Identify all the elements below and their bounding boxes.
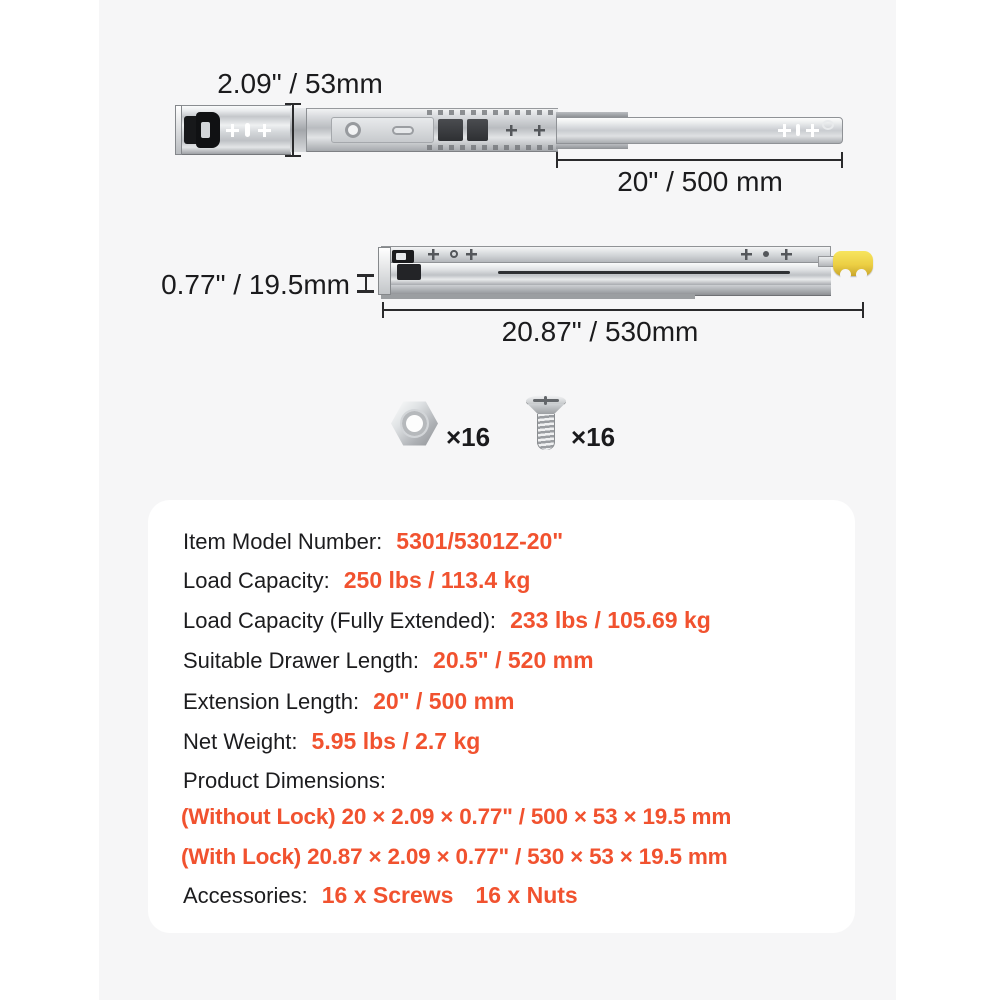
mounting-clip-slot — [201, 122, 210, 138]
spec-row-extension-length — [183, 686, 514, 716]
spec-value: 250 lbs / 113.4 kg — [343, 567, 531, 593]
spec-value: 20" / 500 mm — [373, 688, 515, 714]
closed-slide-end-cap — [378, 247, 391, 295]
hardware-row — [0, 390, 1000, 470]
rail-window-cutout — [467, 119, 488, 141]
spec-row-accessories — [183, 880, 578, 910]
closed-slide-groove — [498, 271, 790, 274]
inner-rail-lower-lip — [556, 144, 628, 149]
extended-slide-figure — [0, 0, 1000, 230]
spec-value: 233 lbs / 105.69 kg — [510, 607, 711, 633]
spec-value: 16 x Screws — [321, 882, 454, 908]
slot-hole-mark — [796, 124, 800, 136]
plate-round-hole — [345, 122, 361, 138]
spec-row-drawer-length — [183, 645, 594, 675]
spec-label: Load Capacity (Fully Extended): — [183, 608, 497, 633]
length-dimension-line — [383, 309, 863, 311]
screw-hole-mark — [428, 249, 439, 260]
spec-value: (Without Lock) 20 × 2.09 × 0.77" / 500 × 53 × 19.5 mm — [181, 804, 732, 829]
screw-hole-mark — [778, 124, 791, 137]
nut-count-label: ×16 — [446, 422, 491, 452]
spec-row-net-weight — [183, 726, 480, 756]
dimension-end-cap — [556, 152, 558, 168]
screw-hole-mark — [506, 125, 517, 136]
screw-hole-mark — [226, 124, 239, 137]
lock-lever-notch — [856, 269, 867, 280]
dimension-end-cap — [382, 302, 384, 318]
screw-hole-mark — [741, 249, 752, 260]
screw-hole-mark — [806, 124, 819, 137]
symbol-stem — [365, 276, 367, 291]
lock-lever-notch — [840, 269, 851, 280]
ball-retainer-row — [427, 145, 558, 150]
spec-row-dimensions-with-lock — [181, 842, 727, 872]
spec-row-load-capacity — [183, 565, 530, 595]
end-bracket-dark — [397, 264, 421, 280]
spec-row-model — [183, 526, 563, 556]
spec-value: 16 x Nuts — [475, 882, 578, 908]
thickness-dimension-symbol — [357, 274, 374, 293]
closed-slide-figure — [0, 230, 1000, 360]
spec-label: Extension Length: — [183, 689, 360, 714]
plate-oval-hole — [392, 126, 414, 135]
screw-hole-mark — [258, 124, 271, 137]
ball-retainer-row — [427, 110, 558, 115]
dot-hole-mark — [763, 251, 769, 257]
end-bracket-slot — [396, 253, 406, 260]
screw-hole-mark — [466, 249, 477, 260]
spec-label: Accessories: — [183, 883, 308, 908]
closed-slide-lower-lip — [381, 294, 695, 299]
spec-label: Item Model Number: — [183, 529, 383, 554]
dimension-end-cap — [862, 302, 864, 318]
spec-value: 5301/5301Z-20" — [396, 528, 564, 554]
dimension-end-cap — [841, 152, 843, 168]
disconnect-hole-mark — [822, 120, 834, 130]
screw-threaded-shaft — [537, 414, 555, 450]
slide-length-dimension-label: 20.87" / 530mm — [501, 316, 699, 347]
slide-left-end-cap — [175, 105, 182, 155]
extension-dimension-line — [557, 159, 842, 161]
slide-extension-dimension-label: 20" / 500 mm — [617, 166, 783, 197]
dimension-end-cap — [285, 155, 301, 157]
spec-value: (With Lock) 20.87 × 2.09 × 0.77" / 530 × 53 × 19.5 mm — [181, 844, 728, 869]
spec-label: Suitable Drawer Length: — [183, 648, 420, 673]
nut-hole — [402, 411, 427, 436]
rail-window-cutout — [438, 119, 463, 141]
screw-hole-mark — [534, 125, 545, 136]
spec-label: Product Dimensions: — [183, 768, 386, 793]
screw-count-label: ×16 — [571, 422, 616, 452]
round-hole-mark — [450, 250, 458, 258]
spec-row-product-dimensions-heading — [183, 766, 386, 796]
hex-nut-icon — [391, 401, 438, 446]
spec-row-load-capacity-extended — [183, 605, 711, 635]
spec-label: Net Weight: — [183, 729, 298, 754]
lock-lever-icon — [833, 251, 873, 276]
dimension-end-cap — [285, 103, 301, 105]
spec-value: 5.95 lbs / 2.7 kg — [311, 728, 481, 754]
screw-hole-mark — [781, 249, 792, 260]
spec-label: Load Capacity: — [183, 568, 330, 593]
closed-slide-body — [381, 263, 831, 285]
screw-phillips-slot-v — [544, 396, 547, 405]
slot-hole-mark — [245, 123, 250, 137]
slide-height-dimension-label: 2.09" / 53mm — [217, 68, 383, 99]
height-dimension-line — [292, 105, 294, 155]
spec-value: 20.5" / 520 mm — [433, 647, 594, 673]
slide-thickness-dimension-label: 0.77" / 19.5mm — [161, 269, 350, 300]
flat-head-screw-icon — [524, 393, 568, 453]
spec-row-dimensions-without-lock — [181, 802, 731, 832]
